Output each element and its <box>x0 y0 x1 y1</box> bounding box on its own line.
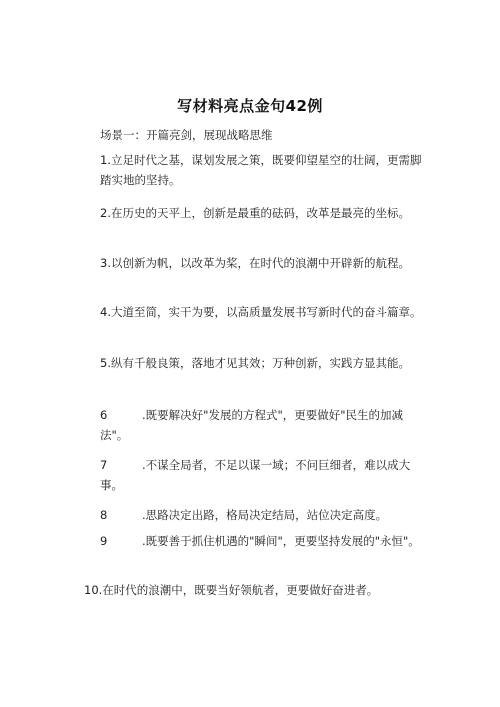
list-item: 2.在历史的天平上，创新是最重的砝码，改革是最亮的坐标。 <box>100 206 410 220</box>
list-item-text: .在时代的浪潮中，既要当好领航者，更要做好奋进者。 <box>98 583 379 597</box>
list-item: 7 .不谋全局者，不足以谋一域；不问巨细者，难以成大事。 <box>100 458 411 492</box>
list-item-text: .以创新为帆，以改革为桨，在时代的浪潮中开辟新的航程。 <box>107 256 410 270</box>
list-item: 5.纵有千般良策，落地才见其效；万种创新，实践方显其能。 <box>100 356 410 370</box>
list-item-text: .大道至简，实干为要，以高质量发展书写新时代的奋斗篇章。 <box>107 305 422 319</box>
list-item: 10.在时代的浪潮中，既要当好领航者，更要做好奋进者。 <box>84 583 379 597</box>
list-item-text: .纵有千般良策，落地才见其效；万种创新，实践方显其能。 <box>107 356 410 370</box>
list-item-text: .既要解决好"发展的方程式"，更要做好"民生的加减法"。 <box>100 408 404 442</box>
scene-heading: 场景一：开篇亮剑，展现战略思维 <box>100 128 273 142</box>
list-item-text: .立足时代之基，谋划发展之策，既要仰望星空的壮阔，更需脚踏实地的坚持。 <box>100 153 422 187</box>
list-item-text: .既要善于抓住机遇的"瞬间"，更要坚持发展的"永恒"。 <box>142 534 420 548</box>
list-item: 6 .既要解决好"发展的方程式"，更要做好"民生的加减法"。 <box>100 408 404 442</box>
list-item: 3.以创新为帆，以改革为桨，在时代的浪潮中开辟新的航程。 <box>100 256 410 270</box>
list-item: 4.大道至简，实干为要，以高质量发展书写新时代的奋斗篇章。 <box>100 305 422 319</box>
list-item: 9 .既要善于抓住机遇的"瞬间"，更要坚持发展的"永恒"。 <box>100 534 420 548</box>
list-item-text: .不谋全局者，不足以谋一域；不问巨细者，难以成大事。 <box>100 458 411 492</box>
list-item: 1.立足时代之基，谋划发展之策，既要仰望星空的壮阔，更需脚踏实地的坚持。 <box>100 153 422 187</box>
list-item-text: .思路决定出路，格局决定结局，站位决定高度。 <box>142 508 388 522</box>
document-title: 写材料亮点金句42例 <box>177 97 323 115</box>
list-item-text: .在历史的天平上，创新是最重的砝码，改革是最亮的坐标。 <box>107 206 410 220</box>
list-item: 8 .思路决定出路，格局决定结局，站位决定高度。 <box>100 508 388 522</box>
